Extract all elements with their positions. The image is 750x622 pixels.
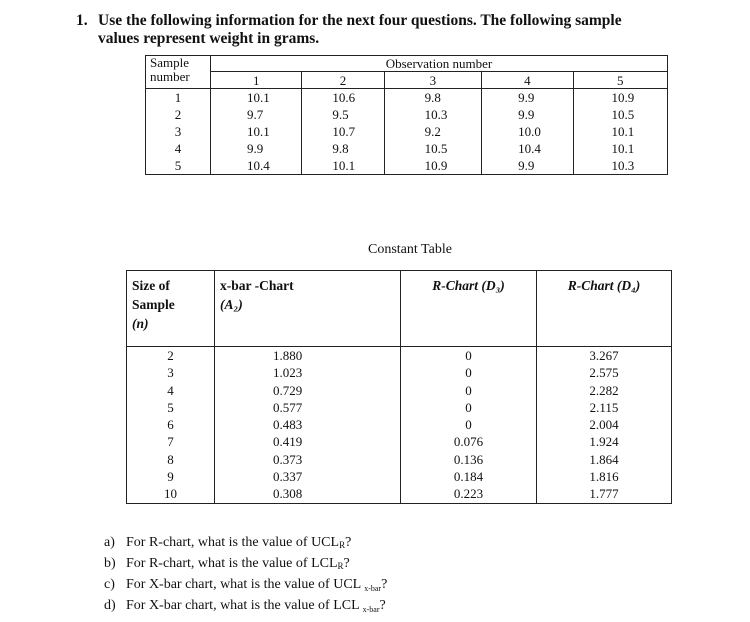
question-label: c) [104, 577, 115, 592]
question-mark: ? [379, 598, 386, 613]
question-subscript: x-bar [364, 584, 382, 593]
d3-value-cell: 0 [401, 364, 537, 381]
sample-label: Sample [150, 55, 189, 70]
sample-size-cell: 9 [127, 468, 215, 485]
observation-value-cell: 10.4 [211, 157, 302, 175]
d3-value-cell: 0 [401, 416, 537, 433]
observation-value-cell: 10.0 [482, 123, 573, 140]
question-text: For R-chart, what is the value of LCL [126, 556, 338, 571]
observation-column-header: 1 [211, 72, 302, 89]
observation-value-cell: 10.9 [573, 89, 667, 107]
sample-size-cell: 10 [127, 485, 215, 503]
sample-label: Sample [132, 297, 175, 312]
observation-value-cell: 9.5 [302, 106, 384, 123]
n-label: (n) [132, 316, 149, 331]
table-row [146, 123, 668, 140]
table-row [146, 140, 668, 157]
sample-size-cell: 8 [127, 451, 215, 468]
observation-value-cell: 10.9 [384, 157, 482, 175]
constant-table-title: Constant Table [368, 242, 452, 257]
d4-value-cell: 1.924 [537, 433, 672, 450]
d4-value-cell: 2.004 [537, 416, 672, 433]
table-row [127, 451, 672, 468]
sample-size-cell: 4 [127, 382, 215, 399]
table-row [127, 433, 672, 450]
constant-table [126, 270, 672, 504]
sample-size-cell: 2 [127, 347, 215, 365]
sample-size-cell: 6 [127, 416, 215, 433]
question-label: b) [104, 556, 116, 571]
table-row [127, 399, 672, 416]
question-item [104, 532, 387, 553]
observation-value-cell: 10.1 [573, 140, 667, 157]
d3-value-cell: 0 [401, 347, 537, 365]
r-chart-d3-header: R-Chart (D₃) [401, 271, 537, 347]
question-item [104, 553, 387, 574]
table-row [127, 485, 672, 503]
a2-value-cell: 0.419 [215, 433, 401, 450]
question-text: For X-bar chart, what is the value of LCL [126, 598, 363, 613]
a2-value-cell: 0.373 [215, 451, 401, 468]
sample-size-cell: 3 [127, 364, 215, 381]
observation-value-cell: 9.9 [482, 157, 573, 175]
observation-column-header: 2 [302, 72, 384, 89]
observation-value-cell: 9.8 [384, 89, 482, 107]
a2-value-cell: 0.308 [215, 485, 401, 503]
size-of-sample-header [127, 271, 215, 347]
a2-value-cell: 0.729 [215, 382, 401, 399]
sample-size-cell: 7 [127, 433, 215, 450]
xbar-chart-header [215, 271, 401, 347]
d4-value-cell: 2.282 [537, 382, 672, 399]
table-row [127, 347, 672, 365]
table-row [127, 416, 672, 433]
question-mark: ? [343, 556, 350, 571]
xbar-chart-label: x-bar -Chart [220, 278, 294, 293]
observation-value-cell: 9.9 [211, 140, 302, 157]
d3-value-cell: 0.076 [401, 433, 537, 450]
observation-value-cell: 9.2 [384, 123, 482, 140]
observation-value-cell: 10.1 [211, 89, 302, 107]
d3-value-cell: 0 [401, 399, 537, 416]
table-row [146, 106, 668, 123]
a2-label: (A₂) [220, 297, 243, 312]
observation-value-cell: 10.4 [482, 140, 573, 157]
table-row [127, 364, 672, 381]
d3-value-cell: 0 [401, 382, 537, 399]
d4-value-cell: 1.816 [537, 468, 672, 485]
sample-size-cell: 5 [127, 399, 215, 416]
a2-value-cell: 0.577 [215, 399, 401, 416]
r-chart-d4-header: R-Chart (D₄) [537, 271, 672, 347]
observation-value-cell: 10.7 [302, 123, 384, 140]
d3-value-cell: 0.223 [401, 485, 537, 503]
table-row [127, 468, 672, 485]
sample-number-cell: 5 [146, 157, 211, 175]
question-text: For X-bar chart, what is the value of UCL [126, 577, 365, 592]
question-label: a) [104, 535, 115, 550]
table-row [127, 382, 672, 399]
observation-value-cell: 10.1 [211, 123, 302, 140]
d4-value-cell: 2.115 [537, 399, 672, 416]
size-of-label: Size of [132, 278, 170, 293]
question-label: d) [104, 598, 116, 613]
sample-number-cell: 1 [146, 89, 211, 107]
sample-number-cell: 4 [146, 140, 211, 157]
question-text: For R-chart, what is the value of UCL [126, 535, 340, 550]
a2-value-cell: 1.880 [215, 347, 401, 365]
question-mark: ? [381, 577, 388, 592]
number-label: number [150, 69, 190, 84]
heading-line-1: Use the following information for the next four questions. The following sample [98, 12, 622, 29]
d4-value-cell: 2.575 [537, 364, 672, 381]
a2-value-cell: 1.023 [215, 364, 401, 381]
a2-value-cell: 0.337 [215, 468, 401, 485]
observation-column-header: 3 [384, 72, 482, 89]
d3-value-cell: 0.184 [401, 468, 537, 485]
observation-number-header: Observation number [211, 56, 668, 72]
observation-value-cell: 10.5 [573, 106, 667, 123]
observation-value-cell: 9.7 [211, 106, 302, 123]
observation-value-cell: 10.5 [384, 140, 482, 157]
sample-number-cell: 2 [146, 106, 211, 123]
sample-number-cell: 3 [146, 123, 211, 140]
observation-value-cell: 9.9 [482, 89, 573, 107]
question-number: 1. [76, 12, 88, 29]
table-row [146, 157, 668, 175]
observation-value-cell: 9.9 [482, 106, 573, 123]
question-list [104, 532, 387, 616]
question-mark: ? [345, 535, 352, 550]
d4-value-cell: 1.864 [537, 451, 672, 468]
observation-value-cell: 10.1 [573, 123, 667, 140]
a2-value-cell: 0.483 [215, 416, 401, 433]
question-item [104, 595, 387, 616]
observation-value-cell: 10.6 [302, 89, 384, 107]
observation-value-cell: 10.3 [573, 157, 667, 175]
question-item [104, 574, 387, 595]
observation-value-cell: 10.1 [302, 157, 384, 175]
d4-value-cell: 1.777 [537, 485, 672, 503]
observation-column-header: 4 [482, 72, 573, 89]
observation-value-cell: 10.3 [384, 106, 482, 123]
question-subscript: x-bar [362, 605, 380, 614]
table-row [146, 89, 668, 107]
observation-value-cell: 9.8 [302, 140, 384, 157]
d4-value-cell: 3.267 [537, 347, 672, 365]
sample-number-header [146, 56, 211, 89]
question-subscript: R [337, 561, 344, 571]
observation-table [145, 55, 668, 175]
heading-line-2: values represent weight in grams. [98, 30, 320, 47]
question-subscript: R [339, 540, 346, 550]
d3-value-cell: 0.136 [401, 451, 537, 468]
observation-column-header: 5 [573, 72, 667, 89]
